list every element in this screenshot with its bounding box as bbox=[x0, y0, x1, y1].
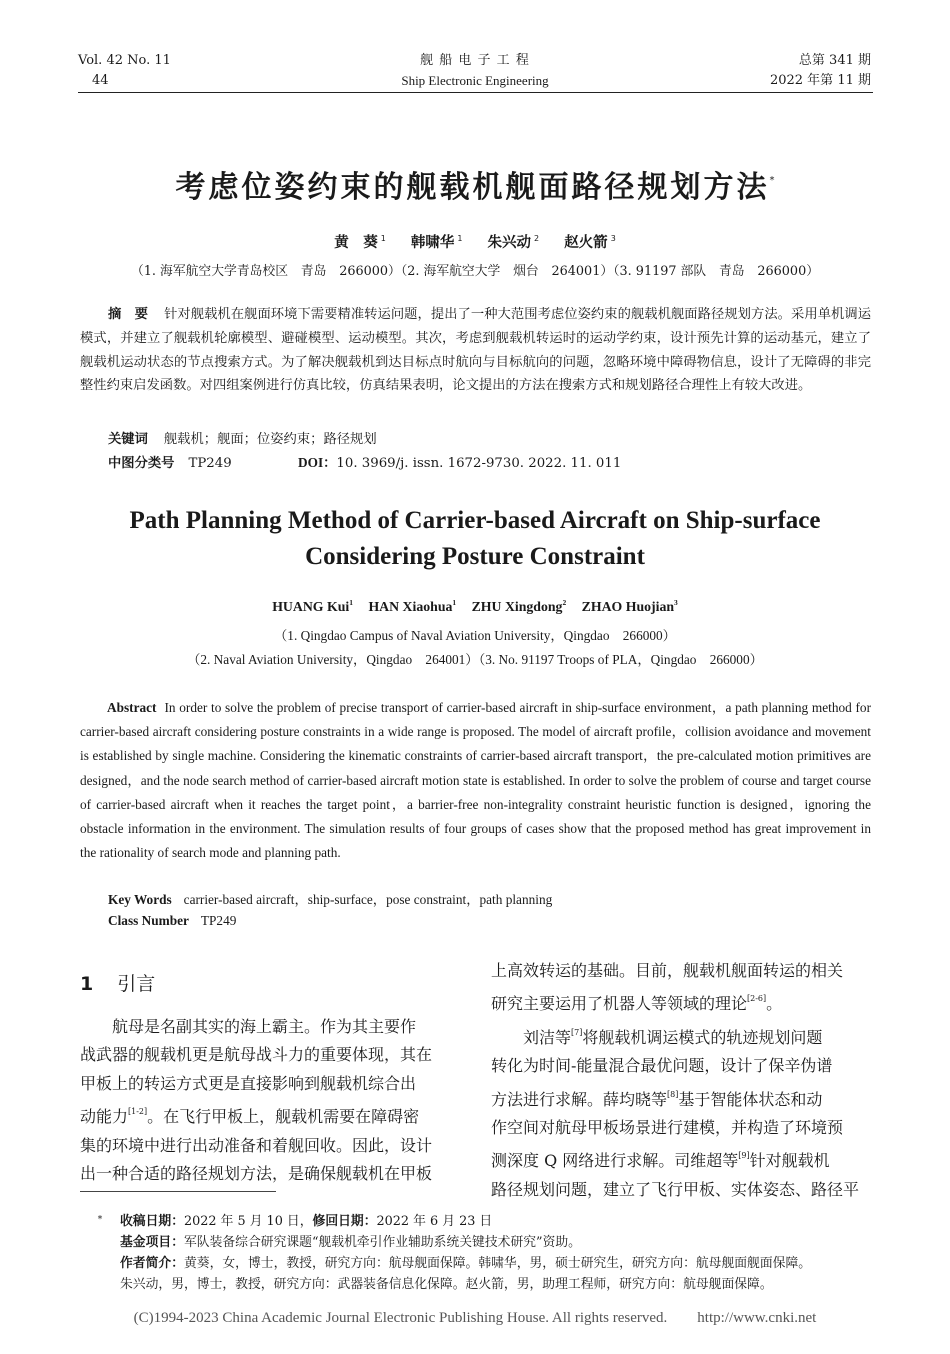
abstract-en bbox=[80, 696, 871, 865]
volume-number: Vol. 42 No. 11 bbox=[78, 53, 171, 68]
citation: [8] bbox=[667, 1089, 679, 1099]
author-cn: 赵火箭 $^3$ bbox=[564, 234, 616, 251]
keywords-cn: 关键词 舰载机；舰面；位姿约束；路径规划 bbox=[108, 432, 377, 447]
page-number: 44 bbox=[92, 73, 109, 88]
issue-number: 2022 年第 11 期 bbox=[769, 73, 871, 88]
section-heading: 1 引言 bbox=[80, 973, 156, 995]
affiliation-cn: （1. 海军航空大学青岛校区 青岛 266000）（2. 海军航空大学 烟台 264001）（3. 91197 部队 青岛 266000） bbox=[130, 264, 820, 279]
author-cn: 朱兴动 $^2$ bbox=[487, 234, 540, 251]
copyright-line: (C)1994-2023 China Academic Journal Electronic Publishing House. All rights reserved. http://www.cnki.net bbox=[133, 1310, 817, 1326]
paper-title-en: Path Planning Method of Carrier-based Aircraft on Ship-surface Considering Posture Constraint bbox=[129, 507, 821, 570]
journal-name-cn: 舰 船 电 子 工 程 bbox=[420, 53, 530, 68]
classification-en: Class Number TP249 bbox=[108, 913, 237, 928]
citation: [9] bbox=[738, 1151, 750, 1161]
author-en: ZHAO Huojian$^3$ bbox=[581, 598, 678, 614]
abstract-en-label: Abstract bbox=[107, 700, 157, 715]
footnote-rule bbox=[80, 1191, 276, 1192]
journal-name-en: Ship Electronic Engineering bbox=[401, 73, 549, 88]
citation: [1-2] bbox=[128, 1107, 148, 1117]
abstract-en-text: In order to solve the problem of precise transport of carrier-based aircraft in ship-surface environment，a path planning method for carrier-based aircraft considering posture constraints in a wide range is proposed. The model of aircraft profile，collision avoidance and movement is established by single machine. Considering the kinematic constraints of carrier-based aircraft transport，the pre-calculated motion primitives are designed，and the node search method of carrier-based aircraft motion state is established. In order to solve the problem of course and target course of carrier-based aircraft when it reaches the target point，a barrier-free non-integrality constraint heuristic function is designed，ignoring the obstacle information in the environment. The simulation results of four groups of cases show that the proposed method has great improvement in the rationality of search mode and planning path. bbox=[80, 700, 871, 861]
author-list-cn bbox=[0, 231, 950, 252]
total-issue: 总第 341 期 bbox=[798, 53, 871, 68]
author-cn: 黄 葵 $^1$ bbox=[334, 234, 386, 251]
author-cn: 韩啸华 $^1$ bbox=[410, 234, 463, 251]
affiliation-en-1: （1. Qingdao Campus of Naval Aviation University，Qingdao 266000） bbox=[274, 628, 676, 643]
keywords-en: Key Words carrier-based aircraft，ship-surface，pose constraint，path planning bbox=[108, 892, 553, 907]
author-en: HAN Xiaohua$^1$ bbox=[368, 598, 457, 614]
paper-title-cn: 考虑位姿约束的舰载机舰面路径规划方法* bbox=[175, 170, 775, 205]
footnote: * 收稿日期：2022 年 5 月 10 日，修回日期：2022 年 6 月 23 日 基金项目：军队装备综合研究课题“舰载机牵引作业辅助系统关键技术研究”资助。 作者简介：黄葵，女，博士，教授，研究方向：航母舰面保障。韩啸华，男，硕士研究生，研究方向：航母舰面舰面保障。 朱兴动，男，博士，教授，研究方向：武器装备信息化保障。赵火箭，男，助理工程师，研究方向：航母舰面保障。 bbox=[97, 1214, 812, 1292]
citation: [2-6] bbox=[747, 994, 767, 1004]
header-rule bbox=[78, 92, 873, 93]
doi: DOI：10. 3969/j. issn. 1672-9730. 2022. 11. 011 bbox=[298, 455, 622, 471]
affiliation-en-2: （2. Naval Aviation University，Qingdao 264001）（3. No. 91197 Troops of PLA，Qingdao 266000） bbox=[187, 652, 763, 667]
author-list-en bbox=[0, 598, 950, 615]
citation: [7] bbox=[571, 1027, 583, 1037]
body-column-right: 上高效转运的基础。目前，舰载机舰面转运的相关 研究主要运用了机器人等领域的理论[2-6]。 刘洁等[7]将舰载机调运模式的轨迹规划问题 转化为时间-能量混合最优问题，设计了保辛伪谱 方法进行求解。薛均晓等[8]基于智能体状态和动 作空间对航母甲板场景进行建模，并构造了环境预 测深度 Q 网络进行求解。司维超等[9]针对舰载机 路径规划问题，建立了飞行甲板、实体姿态、路径平 bbox=[491, 961, 860, 1199]
classification-cn: 中图分类号 TP249 bbox=[108, 456, 232, 471]
abstract-cn bbox=[80, 303, 871, 398]
abstract-cn-text: 针对舰载机在舰面环境下需要精准转运问题，提出了一种大范围考虑位姿约束的舰载机舰面路径规划方法。采用单机调运模式，并建立了舰载机轮廓模型、避碰模型、运动模型。其次，考虑到舰载机转运时的运动学约束，设计预先计算的运动基元，建立了舰载机运动状态的节点搜索方式。为了解决舰载机到达目标点时航向与目标航向的问题，忽略环境中障碍物信息，设计了无障碍的非完整性约束启发函数。对四组案例进行仿真比较，仿真结果表明，论文提出的方法在搜索方式和规划路径合理性上有较大改进。 bbox=[80, 307, 872, 394]
author-en: HUANG Kui$^1$ bbox=[272, 598, 353, 614]
abstract-cn-label: 摘 要 bbox=[108, 307, 149, 322]
body-column-left: 航母是名副其实的海上霸主。作为其主要作 战武器的舰载机更是航母战斗力的重要体现，其在 甲板上的转运方式更是直接影响到舰载机综合出 动能力[1-2]。在飞行甲板上，舰载机需要在障碍密 集的环境中进行出动准备和着舰回收。因此，设计 出一种合适的路径规划方法，是确保舰载机在甲板 bbox=[80, 1017, 433, 1184]
author-en: ZHU Xingdong$^2$ bbox=[471, 598, 567, 614]
